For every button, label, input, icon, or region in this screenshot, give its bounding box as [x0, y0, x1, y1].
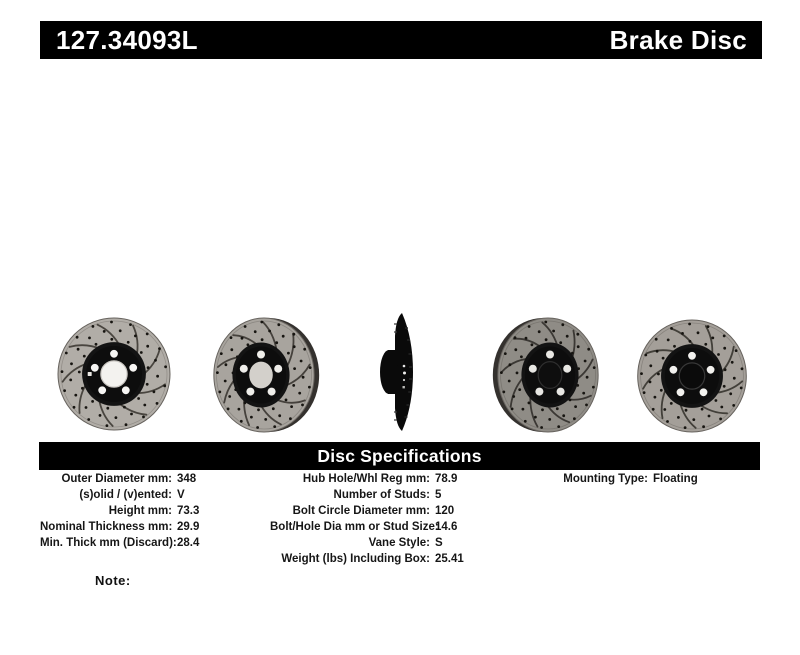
brake-disc-front-view-image — [54, 314, 174, 434]
part-number: 127.34093L — [56, 24, 198, 55]
disc-specifications-title: Disc Specifications — [317, 446, 482, 466]
spec-row-weight — [270, 551, 464, 567]
spec-row-hub-hole — [270, 471, 464, 487]
spec-label: Height mm: — [108, 505, 172, 517]
spec-column-right — [520, 471, 698, 487]
spec-value: 73.3 — [177, 505, 200, 517]
spec-label: Hub Hole/Whl Reg mm: — [302, 473, 430, 485]
spec-label: Vane Style: — [368, 537, 430, 549]
spec-column-left — [40, 471, 199, 551]
spec-label: Nominal Thickness mm: — [40, 521, 173, 533]
note-label: Note: — [95, 573, 131, 588]
spec-row-solid-vented — [40, 487, 199, 503]
header-bar — [40, 21, 762, 59]
spec-label: Bolt/Hole Dia mm or Stud Size: — [270, 521, 439, 533]
spec-row-vane-style — [270, 535, 464, 551]
spec-row-min-thickness — [40, 535, 199, 551]
spec-value: V — [177, 489, 185, 501]
spec-row-outer-diameter — [40, 471, 199, 487]
spec-label: Outer Diameter mm: — [61, 473, 172, 485]
spec-value: 5 — [435, 489, 442, 501]
spec-row-mounting-type — [520, 471, 698, 487]
spec-value: 348 — [177, 473, 197, 485]
spec-value: 78.9 — [435, 473, 458, 485]
spec-label: Min. Thick mm (Discard): — [40, 537, 177, 549]
spec-label: Weight (lbs) Including Box: — [281, 553, 430, 565]
disc-specifications-bar — [39, 442, 760, 470]
spec-value: Floating — [653, 473, 698, 485]
brake-disc-angled-left-image — [206, 315, 322, 435]
product-type-title: Brake Disc — [609, 24, 747, 55]
spec-label: Bolt Circle Diameter mm: — [292, 505, 430, 517]
spec-value: 28.4 — [177, 537, 200, 549]
spec-label: (s)olid / (v)ented: — [79, 489, 172, 501]
spec-label: Number of Studs: — [333, 489, 430, 501]
spec-value: S — [435, 537, 443, 549]
spec-column-middle — [270, 471, 464, 567]
brake-disc-angled-right-image — [490, 315, 606, 435]
spec-row-height — [40, 503, 199, 519]
spec-label: Mounting Type: — [563, 473, 648, 485]
spec-value: 120 — [435, 505, 455, 517]
spec-row-nominal-thickness — [40, 519, 199, 535]
brake-disc-edge-profile-image — [368, 310, 432, 438]
spec-value: 14.6 — [435, 521, 458, 533]
spec-value: 25.41 — [435, 553, 464, 565]
spec-value: 29.9 — [177, 521, 200, 533]
spec-row-bolt-hole-dia — [270, 519, 464, 535]
brake-disc-rear-view-image — [632, 316, 752, 436]
spec-row-bolt-circle-diameter — [270, 503, 464, 519]
spec-row-number-of-studs — [270, 487, 464, 503]
